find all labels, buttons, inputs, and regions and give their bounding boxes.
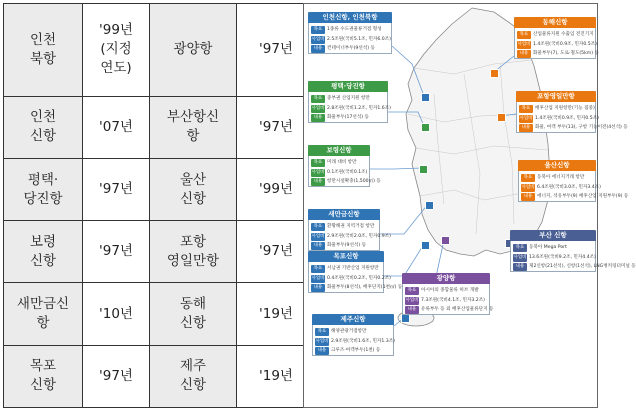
port-name-cell: 인천 신항 [4, 96, 83, 158]
donghae-title: 동해신항 [514, 17, 596, 28]
port-name-cell: 새만금신 항 [4, 283, 83, 345]
donghae-purpose-row [517, 31, 593, 40]
mokpo-title: 목포신항 [308, 251, 384, 262]
mokpo-pin-icon [421, 241, 430, 250]
cost-label: 사업비 [311, 233, 325, 239]
cost-label: 사업비 [521, 184, 535, 190]
jeju-cost-row [315, 338, 395, 347]
cost-value: 2.9조원(국비1.6조, 민자1.3조) [331, 338, 395, 344]
port-name-cell: 인천 북항 [4, 4, 83, 97]
purpose-label: 목표 [311, 223, 325, 231]
donghae-info-box [514, 17, 599, 59]
designation-year-cell: '99년 (지정 연도) [83, 4, 150, 97]
content-value: 화물부두(17선석) 등 [327, 115, 369, 120]
busan-info-box [510, 230, 636, 272]
table-row [4, 283, 316, 345]
ulsan-purpose-row [521, 174, 593, 183]
mokpo-content-row [311, 284, 403, 293]
content-value: 화물, 여객 부두(13), 구항 기능이전(4선석) 등 [535, 125, 628, 130]
content-label: 내용 [311, 242, 325, 250]
purpose-value: 미래 대비 항만 [327, 160, 357, 165]
gwangyang-title: 광양항 [402, 273, 490, 284]
content-value: 화물부두(7), 도로·철도(5km) 등 [533, 51, 599, 56]
purpose-value: 서남권 기반산업 지원항만 [327, 266, 379, 271]
gwangyang-purpose-row [405, 287, 487, 296]
cost-value: 13.6조원(국비9.2조, 민자4.4조) [529, 254, 596, 260]
cost-value: 0.4조원(국비0.2조, 민자0.2조) [327, 275, 391, 281]
pohang-info-box [516, 91, 628, 133]
cost-label: 사업비 [519, 115, 533, 121]
pyeongtaek-title: 평택·당진항 [308, 81, 388, 92]
jeju-title: 제주신항 [312, 314, 394, 325]
designation-year-cell: '10년 [83, 283, 150, 345]
purpose-label: 목표 [517, 31, 531, 39]
incheon-title: 인천신항, 인천북항 [308, 12, 392, 23]
gwangyang-content-row [405, 306, 494, 315]
purpose-value: 환황해권 지역거점 항만 [327, 224, 375, 229]
designation-year-cell: '97년 [83, 221, 150, 283]
purpose-label: 목표 [311, 95, 325, 103]
pohang-pin-icon [497, 113, 506, 122]
port-name-cell: 포항 영일만항 [150, 221, 237, 283]
cost-label: 사업비 [311, 105, 325, 111]
mokpo-purpose-row [311, 265, 381, 274]
purpose-value: 산업물류지원 수출입 전진기지 [533, 32, 594, 37]
content-label: 내용 [405, 306, 419, 314]
content-value: 에너지, 석유부두(9) 배후산업 지원부두(9) 등 [537, 194, 629, 199]
saemangeum-purpose-row [311, 223, 377, 232]
pyeongtaek-purpose-row [311, 95, 385, 104]
content-value: 제2신항(21선석), 신항(1선석), LNG벙커링터미널 등 [529, 264, 636, 269]
content-label: 내용 [519, 124, 533, 132]
saemangeum-info-box [308, 209, 391, 251]
ulsan-cost-row [521, 184, 601, 193]
ulsan-info-box [518, 160, 629, 202]
table-row [4, 158, 316, 220]
purpose-value: 동북아 에너지거래 항만 [537, 175, 585, 180]
saemangeum-pin-icon [425, 201, 434, 210]
content-label: 내용 [521, 193, 535, 201]
boryeong-info-box [308, 145, 381, 187]
pyeongtaek-content-row [311, 114, 385, 123]
incheon-pin-icon [421, 93, 430, 102]
purpose-label: 목표 [311, 265, 325, 273]
donghae-cost-row [517, 41, 597, 50]
port-name-cell: 보령 신항 [4, 221, 83, 283]
pohang-purpose-row [519, 105, 593, 114]
saemangeum-cost-row [311, 233, 391, 242]
purpose-value: 배후산업 지원항만(기능 집중) [535, 106, 595, 111]
port-name-cell: 평택· 당진항 [4, 158, 83, 220]
cost-value: 2.9조원(국비2.0조, 민자0.9조) [327, 233, 391, 239]
content-label: 내용 [315, 347, 329, 355]
jeju-info-box [312, 314, 394, 356]
cost-label: 사업비 [311, 275, 325, 281]
port-name-cell: 제주 신항 [150, 345, 237, 407]
cost-label: 사업비 [405, 297, 419, 303]
busan-content-row [513, 263, 636, 272]
content-label: 내용 [517, 50, 531, 58]
content-value: 크루즈·여객부두(1천) 등 [331, 348, 381, 353]
gwangyang-info-box [402, 273, 494, 315]
content-label: 내용 [513, 263, 527, 271]
port-name-cell: 동해 신항 [150, 283, 237, 345]
designation-year-cell: '19년 [237, 345, 316, 407]
port-name-cell: 울산 신항 [150, 158, 237, 220]
port-map-panel [303, 3, 636, 408]
designation-year-cell: '97년 [237, 96, 316, 158]
cost-value: 7.3조원(국비4.1조, 민자3.2조) [421, 297, 485, 303]
mokpo-cost-row [311, 275, 391, 284]
pohang-title: 포항영일만항 [516, 91, 596, 102]
pohang-cost-row [519, 115, 599, 124]
purpose-label: 목표 [315, 328, 329, 336]
pohang-content-row [519, 124, 628, 133]
donghae-pin-icon [490, 69, 499, 78]
purpose-value: 동북아 Mega Port [529, 245, 567, 250]
ulsan-title: 울산신항 [518, 160, 596, 171]
table-row [4, 345, 316, 407]
busan-cost-row [513, 254, 596, 263]
content-value: 화물부두(9선석) 등 [327, 243, 367, 248]
designation-year-cell: '97년 [237, 221, 316, 283]
designation-year-cell: '97년 [83, 345, 150, 407]
designation-year-cell: '99년 [237, 158, 316, 220]
content-value: 화물부두(8선석), 배후단지(1천㎡) 등 [327, 285, 403, 290]
purpose-value: 중부권 산업지원 항만 [327, 96, 370, 101]
purpose-value: 아시아의 종합물류 허브 개발 [421, 288, 479, 293]
cost-label: 사업비 [311, 169, 325, 175]
incheon-purpose-row [311, 26, 389, 35]
ulsan-content-row [521, 193, 629, 202]
content-label: 내용 [311, 178, 325, 186]
cost-value: 2.8조원(국비1.2조, 민자1.6조) [327, 105, 391, 111]
boryeong-title: 보령신항 [308, 145, 370, 156]
busan-title: 부산 신항 [510, 230, 596, 241]
incheon-info-box [308, 12, 392, 54]
purpose-label: 목표 [311, 159, 325, 167]
gwangyang-cost-row [405, 297, 487, 306]
port-name-cell: 목포 신항 [4, 345, 83, 407]
designation-year-cell: '97년 [83, 158, 150, 220]
mokpo-info-box [308, 251, 403, 293]
jeju-purpose-row [315, 328, 391, 337]
content-label: 내용 [311, 284, 325, 292]
boryeong-cost-row [311, 169, 367, 178]
content-value: 유류부두 등 외 배후산업물류단지 등 [421, 307, 494, 312]
incheon-content-row [311, 45, 389, 54]
cost-value: 1.4조원(국비0.9조, 민자0.5조) [533, 41, 597, 47]
pyeongtaek-info-box [308, 81, 391, 123]
content-label: 내용 [311, 114, 325, 122]
cost-label: 사업비 [513, 254, 527, 260]
table-row [4, 4, 316, 97]
purpose-label: 목표 [311, 26, 325, 34]
cost-label: 사업비 [311, 36, 325, 42]
cost-value: 2.5조원(국비5.1조, 민자6.0조) [327, 36, 391, 42]
designation-year-cell: '19년 [237, 283, 316, 345]
boryeong-pin-icon [419, 165, 428, 174]
cost-value: 6.4조원(국비3.0조, 민자3.4조) [537, 184, 601, 190]
content-value: 컨테이너부두(9선석) 등 [327, 46, 375, 51]
donghae-content-row [517, 50, 599, 59]
jeju-pin-icon [401, 314, 410, 323]
gwangyang-pin-icon [441, 236, 450, 245]
saemangeum-content-row [311, 242, 377, 251]
pyeongtaek-cost-row [311, 105, 391, 114]
table-row [4, 96, 316, 158]
purpose-label: 목표 [521, 174, 535, 182]
cost-label: 사업비 [315, 338, 329, 344]
designation-year-cell: '97년 [237, 4, 316, 97]
content-value: 항만시설확충(1,500㎡) 등 [327, 179, 381, 184]
purpose-label: 목표 [405, 287, 419, 295]
cost-label: 사업비 [517, 41, 531, 47]
purpose-value: 해양관광거점항만 [331, 329, 367, 334]
port-name-cell: 부산항신 항 [150, 96, 237, 158]
designation-year-cell: '07년 [83, 96, 150, 158]
busan-purpose-row [513, 244, 593, 253]
purpose-label: 목표 [519, 105, 533, 113]
saemangeum-title: 새만금신항 [308, 209, 380, 220]
cost-value: 1.4조원(국비0.9조, 민자0.5조) [535, 115, 599, 121]
table-row [4, 221, 316, 283]
cost-value: 0.1조원(국비0.1조) [327, 169, 368, 175]
incheon-cost-row [311, 36, 389, 45]
purpose-value: 1종류 수도권물류거점 형성 [327, 27, 382, 32]
port-name-cell: 광양항 [150, 4, 237, 97]
port-designation-table [3, 3, 316, 408]
content-label: 내용 [311, 45, 325, 53]
pyeongtaek-pin-icon [421, 123, 430, 132]
jeju-content-row [315, 347, 391, 356]
boryeong-content-row [311, 178, 381, 187]
purpose-label: 목표 [513, 244, 527, 252]
boryeong-purpose-row [311, 159, 367, 168]
